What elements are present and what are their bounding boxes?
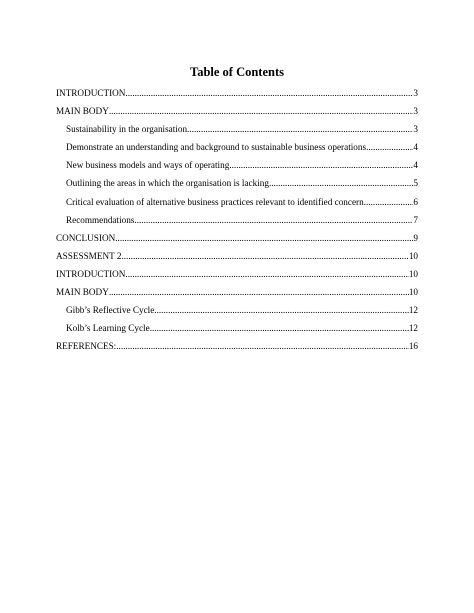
toc-dot-leader: [109, 102, 414, 120]
toc-page-number: 9: [413, 232, 418, 243]
toc-entry-label: Gibb’s Reflective Cycle: [66, 305, 155, 316]
toc-entry[interactable]: [56, 84, 418, 102]
toc-dot-leader: [150, 319, 409, 337]
toc-entry[interactable]: [56, 156, 418, 174]
toc-dot-leader: [187, 120, 413, 138]
toc-entry-label: New business models and ways of operating: [66, 160, 230, 171]
toc-dot-leader: [364, 193, 414, 211]
toc-list: [56, 84, 418, 355]
toc-entry[interactable]: [56, 301, 418, 319]
toc-page-number: 16: [408, 341, 418, 352]
toc-page-number: 3: [413, 106, 418, 117]
toc-dot-leader: [125, 265, 408, 283]
toc-entry-label: ASSESSMENT 2: [56, 250, 122, 261]
toc-dot-leader: [134, 211, 413, 229]
toc-page-number: 6: [413, 196, 418, 207]
toc-entry[interactable]: [56, 283, 418, 301]
toc-dot-leader: [269, 174, 413, 192]
toc-entry[interactable]: [56, 211, 418, 229]
toc-entry[interactable]: [56, 120, 418, 138]
toc-page-number: 10: [408, 287, 418, 298]
toc-entry[interactable]: [56, 337, 418, 355]
toc-dot-leader: [154, 301, 409, 319]
toc-entry-label: MAIN BODY: [56, 106, 109, 117]
toc-page-number: 12: [408, 323, 418, 334]
toc-entry[interactable]: [56, 193, 418, 211]
toc-dot-leader: [115, 229, 413, 247]
toc-entry-label: INTRODUCTION: [56, 268, 126, 279]
toc-entry-label: REFERENCES:: [56, 341, 117, 352]
toc-dot-leader: [121, 247, 408, 265]
toc-page-number: 3: [413, 124, 418, 135]
toc-dot-leader: [366, 138, 413, 156]
toc-page-number: 10: [408, 268, 418, 279]
toc-title: Table of Contents: [190, 65, 284, 79]
toc-dot-leader: [229, 156, 413, 174]
toc-page-number: 7: [413, 214, 418, 225]
toc-entry-label: CONCLUSION: [56, 232, 116, 243]
toc-entry-label: MAIN BODY: [56, 287, 109, 298]
toc-dot-leader: [109, 283, 409, 301]
toc-entry-label: Demonstrate an understanding and background to sustainable business operations: [66, 142, 367, 153]
toc-entry[interactable]: [56, 319, 418, 337]
toc-entry-label: Critical evaluation of alternative business practices relevant to identified concern: [66, 196, 364, 207]
toc-page-number: 5: [413, 178, 418, 189]
toc-entry-label: INTRODUCTION: [56, 88, 126, 98]
toc-page-number: 10: [408, 250, 418, 261]
toc-page-number: 12: [408, 305, 418, 316]
toc-entry-label: Sustainability in the organisation: [66, 124, 188, 135]
toc-entry[interactable]: [56, 265, 418, 283]
toc-page-number: 3: [413, 88, 418, 98]
toc-page-number: 4: [413, 142, 418, 153]
toc-entry[interactable]: [56, 138, 418, 156]
toc-dot-leader: [116, 337, 409, 355]
toc-entry-label: Kolb’s Learning Cycle: [66, 323, 150, 334]
toc-entry[interactable]: [56, 247, 418, 265]
toc-entry-label: Recommendations: [66, 214, 135, 225]
toc-entry-label: Outlining the areas in which the organisation is lacking: [66, 178, 269, 189]
toc-dot-leader: [125, 84, 413, 102]
toc-entry[interactable]: [56, 229, 418, 247]
toc-entry[interactable]: [56, 102, 418, 120]
toc-page-number: 4: [413, 160, 418, 171]
toc-entry[interactable]: [56, 174, 418, 192]
